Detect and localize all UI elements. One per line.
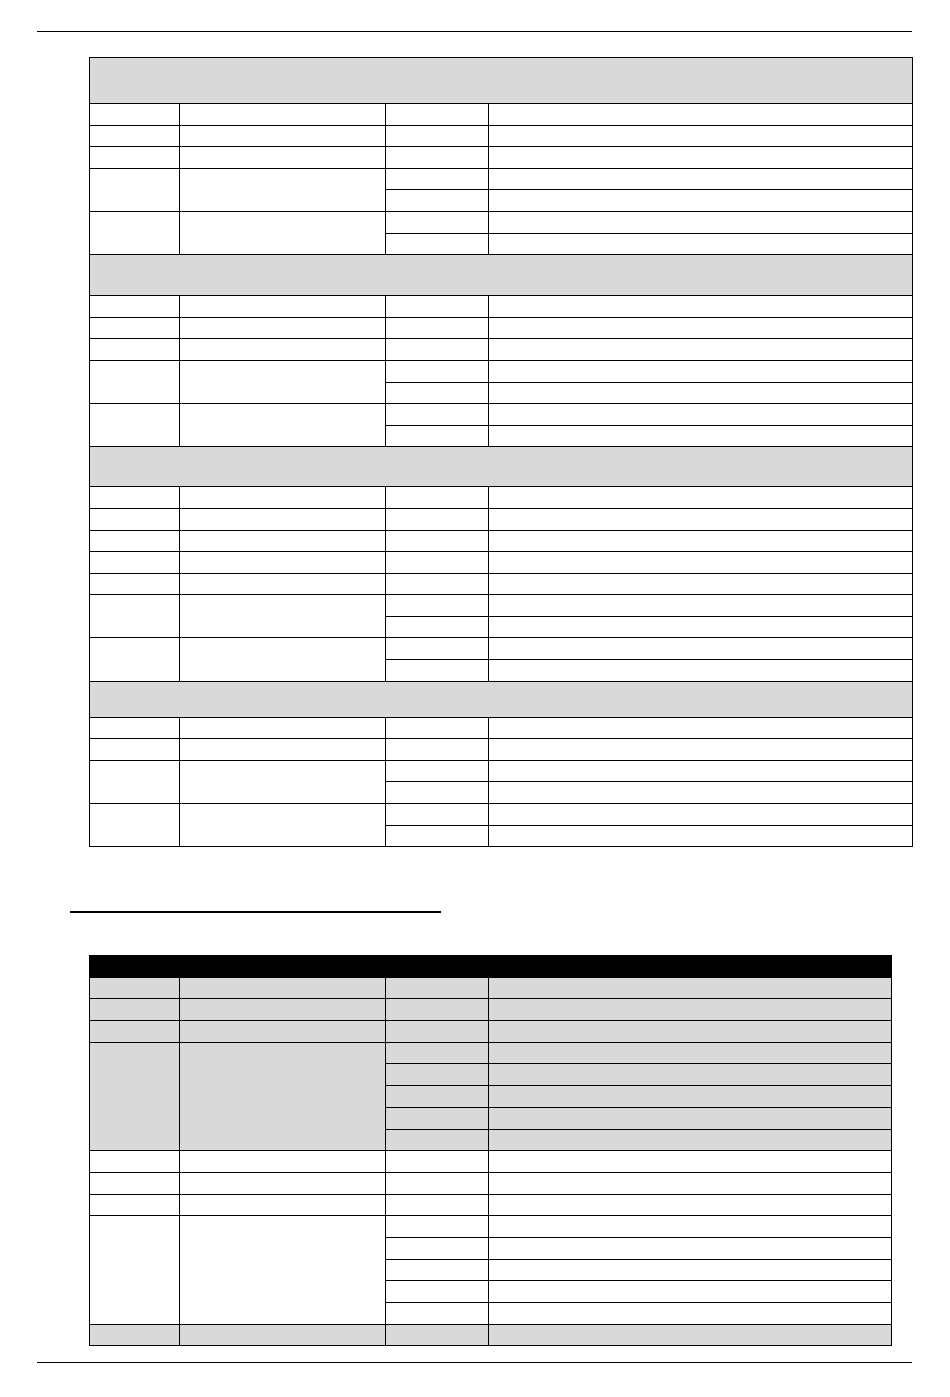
table-cell [489, 508, 913, 530]
table-cell [90, 168, 180, 211]
table-cell [180, 104, 386, 126]
table-cell [489, 1216, 892, 1238]
table-cell [386, 1324, 489, 1346]
table-cell [90, 595, 180, 638]
table-cell [180, 360, 386, 403]
section-row [90, 681, 913, 717]
table-cell [489, 1324, 892, 1346]
table-cell [386, 1303, 489, 1325]
table-cell [90, 760, 180, 803]
table-cell [489, 125, 913, 147]
table-cell [386, 360, 489, 382]
table-cell [386, 616, 489, 638]
table-cell [90, 530, 180, 552]
table-row [90, 1172, 892, 1194]
table-row [90, 487, 913, 509]
table-cell [386, 739, 489, 761]
table-cell [180, 1194, 386, 1216]
table-header-row [90, 956, 892, 978]
table-cell [180, 211, 386, 254]
table-cell [180, 317, 386, 339]
column-header [386, 956, 489, 978]
table-cell [386, 1064, 489, 1086]
table-row [90, 739, 913, 761]
table-cell [489, 147, 913, 169]
table-row [90, 360, 913, 382]
table-cell [180, 638, 386, 681]
table-cell [386, 1172, 489, 1194]
table-cell [489, 339, 913, 361]
table-cell [386, 595, 489, 617]
table-cell [90, 804, 180, 847]
table-cell [180, 147, 386, 169]
table-row [90, 317, 913, 339]
table-cell [489, 573, 913, 595]
table-cell [90, 104, 180, 126]
table-cell [386, 339, 489, 361]
table-cell [90, 977, 180, 999]
table-cell [90, 147, 180, 169]
table-cell [489, 616, 913, 638]
table-cell [489, 296, 913, 318]
table-cell [489, 1042, 892, 1064]
table-cell [90, 1172, 180, 1194]
table-cell [489, 1021, 892, 1043]
table-cell [386, 782, 489, 804]
table-cell [180, 508, 386, 530]
table-cell [489, 487, 913, 509]
section-title [90, 681, 913, 717]
table-row [90, 573, 913, 595]
section-title [90, 447, 913, 487]
register-table [89, 955, 892, 1346]
table-cell [386, 104, 489, 126]
table-cell [489, 1172, 892, 1194]
table-row [90, 147, 913, 169]
table-cell [489, 104, 913, 126]
table-cell [180, 530, 386, 552]
table-cell [180, 760, 386, 803]
table-cell [90, 739, 180, 761]
table-cell [386, 573, 489, 595]
table-cell [180, 1324, 386, 1346]
table-cell [489, 1303, 892, 1325]
table-cell [180, 1042, 386, 1150]
section-title [90, 58, 913, 104]
table-cell [489, 1237, 892, 1259]
table-cell [489, 825, 913, 847]
table-cell [180, 339, 386, 361]
table-cell [90, 638, 180, 681]
table-cell [90, 296, 180, 318]
table-cell [489, 999, 892, 1021]
table-row [90, 760, 913, 782]
table-row [90, 552, 913, 574]
table-row [90, 508, 913, 530]
table-cell [489, 168, 913, 190]
table-cell [386, 1237, 489, 1259]
table-cell [386, 147, 489, 169]
table-row [90, 1324, 892, 1346]
section-row [90, 255, 913, 296]
table-cell [386, 296, 489, 318]
table-cell [386, 660, 489, 682]
table-cell [386, 552, 489, 574]
table-cell [90, 1021, 180, 1043]
table-cell [90, 487, 180, 509]
table-row [90, 339, 913, 361]
table-cell [489, 382, 913, 404]
table-cell [386, 1281, 489, 1303]
table-cell [386, 211, 489, 233]
table-cell [90, 1216, 180, 1324]
table-cell [90, 339, 180, 361]
table-cell [180, 999, 386, 1021]
table-cell [90, 573, 180, 595]
table-cell [489, 1259, 892, 1281]
table-cell [386, 1259, 489, 1281]
table-row [90, 999, 892, 1021]
table-cell [386, 530, 489, 552]
table-cell [90, 317, 180, 339]
table-cell [386, 999, 489, 1021]
table-cell [90, 508, 180, 530]
table-cell [489, 660, 913, 682]
table-cell [386, 804, 489, 826]
table-row [90, 1216, 892, 1238]
table-cell [489, 638, 913, 660]
table-cell [386, 1086, 489, 1108]
table-cell [489, 425, 913, 447]
table-cell [180, 717, 386, 739]
table-cell [180, 804, 386, 847]
table-cell [180, 1216, 386, 1324]
table-cell [180, 977, 386, 999]
table-cell [180, 487, 386, 509]
table-cell [386, 717, 489, 739]
table-cell [386, 760, 489, 782]
table-row [90, 595, 913, 617]
table-cell [489, 360, 913, 382]
table-row [90, 1194, 892, 1216]
table-cell [180, 1021, 386, 1043]
table-cell [90, 552, 180, 574]
table-row [90, 1151, 892, 1173]
table-cell [180, 1172, 386, 1194]
table-cell [489, 760, 913, 782]
table-cell [180, 404, 386, 447]
table-cell [386, 425, 489, 447]
table-cell [386, 382, 489, 404]
table-cell [386, 190, 489, 212]
table-cell [90, 1042, 180, 1150]
table-cell [489, 190, 913, 212]
table-cell [489, 595, 913, 617]
table-cell [489, 804, 913, 826]
table-cell [90, 125, 180, 147]
table-cell [90, 360, 180, 403]
column-header [180, 956, 386, 978]
table-row [90, 168, 913, 190]
table-cell [489, 1281, 892, 1303]
table-cell [180, 125, 386, 147]
section-title [90, 255, 913, 296]
table-cell [90, 1324, 180, 1346]
table-cell [386, 1042, 489, 1064]
table-cell [90, 1194, 180, 1216]
table-cell [489, 404, 913, 426]
header-rule [37, 31, 912, 32]
table-row [90, 638, 913, 660]
table-cell [180, 1151, 386, 1173]
table-cell [489, 782, 913, 804]
footer-rule [37, 1362, 912, 1363]
table-cell [90, 1151, 180, 1173]
table-cell [489, 1086, 892, 1108]
table-cell [180, 739, 386, 761]
table-cell [386, 125, 489, 147]
table-cell [386, 233, 489, 255]
table-cell [489, 552, 913, 574]
table-row [90, 211, 913, 233]
section-heading-underline [70, 911, 441, 913]
table-cell [489, 1194, 892, 1216]
table-row [90, 104, 913, 126]
table-cell [386, 508, 489, 530]
table-row [90, 404, 913, 426]
table-cell [489, 1064, 892, 1086]
table-cell [386, 1194, 489, 1216]
table-cell [386, 825, 489, 847]
table-row [90, 977, 892, 999]
table-cell [180, 168, 386, 211]
table-cell [489, 1107, 892, 1129]
table-cell [489, 233, 913, 255]
table-cell [386, 1129, 489, 1151]
table-cell [90, 404, 180, 447]
column-header [489, 956, 892, 978]
table-cell [90, 717, 180, 739]
table-cell [386, 638, 489, 660]
parameter-table [89, 57, 913, 847]
table-cell [489, 317, 913, 339]
table-cell [386, 1107, 489, 1129]
table-cell [180, 296, 386, 318]
table-row [90, 804, 913, 826]
table-cell [386, 977, 489, 999]
table-cell [90, 999, 180, 1021]
table-cell [180, 595, 386, 638]
table-cell [386, 1151, 489, 1173]
table-cell [489, 530, 913, 552]
column-header [90, 956, 180, 978]
table-cell [386, 168, 489, 190]
table-cell [489, 977, 892, 999]
table-cell [386, 1021, 489, 1043]
table-row [90, 125, 913, 147]
table-row [90, 1042, 892, 1064]
section-row [90, 58, 913, 104]
table-cell [180, 552, 386, 574]
table-cell [386, 317, 489, 339]
table-cell [489, 739, 913, 761]
table-cell [386, 1216, 489, 1238]
section-row [90, 447, 913, 487]
table-row [90, 1021, 892, 1043]
table-cell [180, 573, 386, 595]
table-row [90, 717, 913, 739]
table-row [90, 530, 913, 552]
table-cell [489, 211, 913, 233]
table-cell [386, 404, 489, 426]
table-cell [489, 717, 913, 739]
table-cell [386, 487, 489, 509]
table-cell [90, 211, 180, 254]
table-cell [489, 1129, 892, 1151]
table-row [90, 296, 913, 318]
table-cell [489, 1151, 892, 1173]
